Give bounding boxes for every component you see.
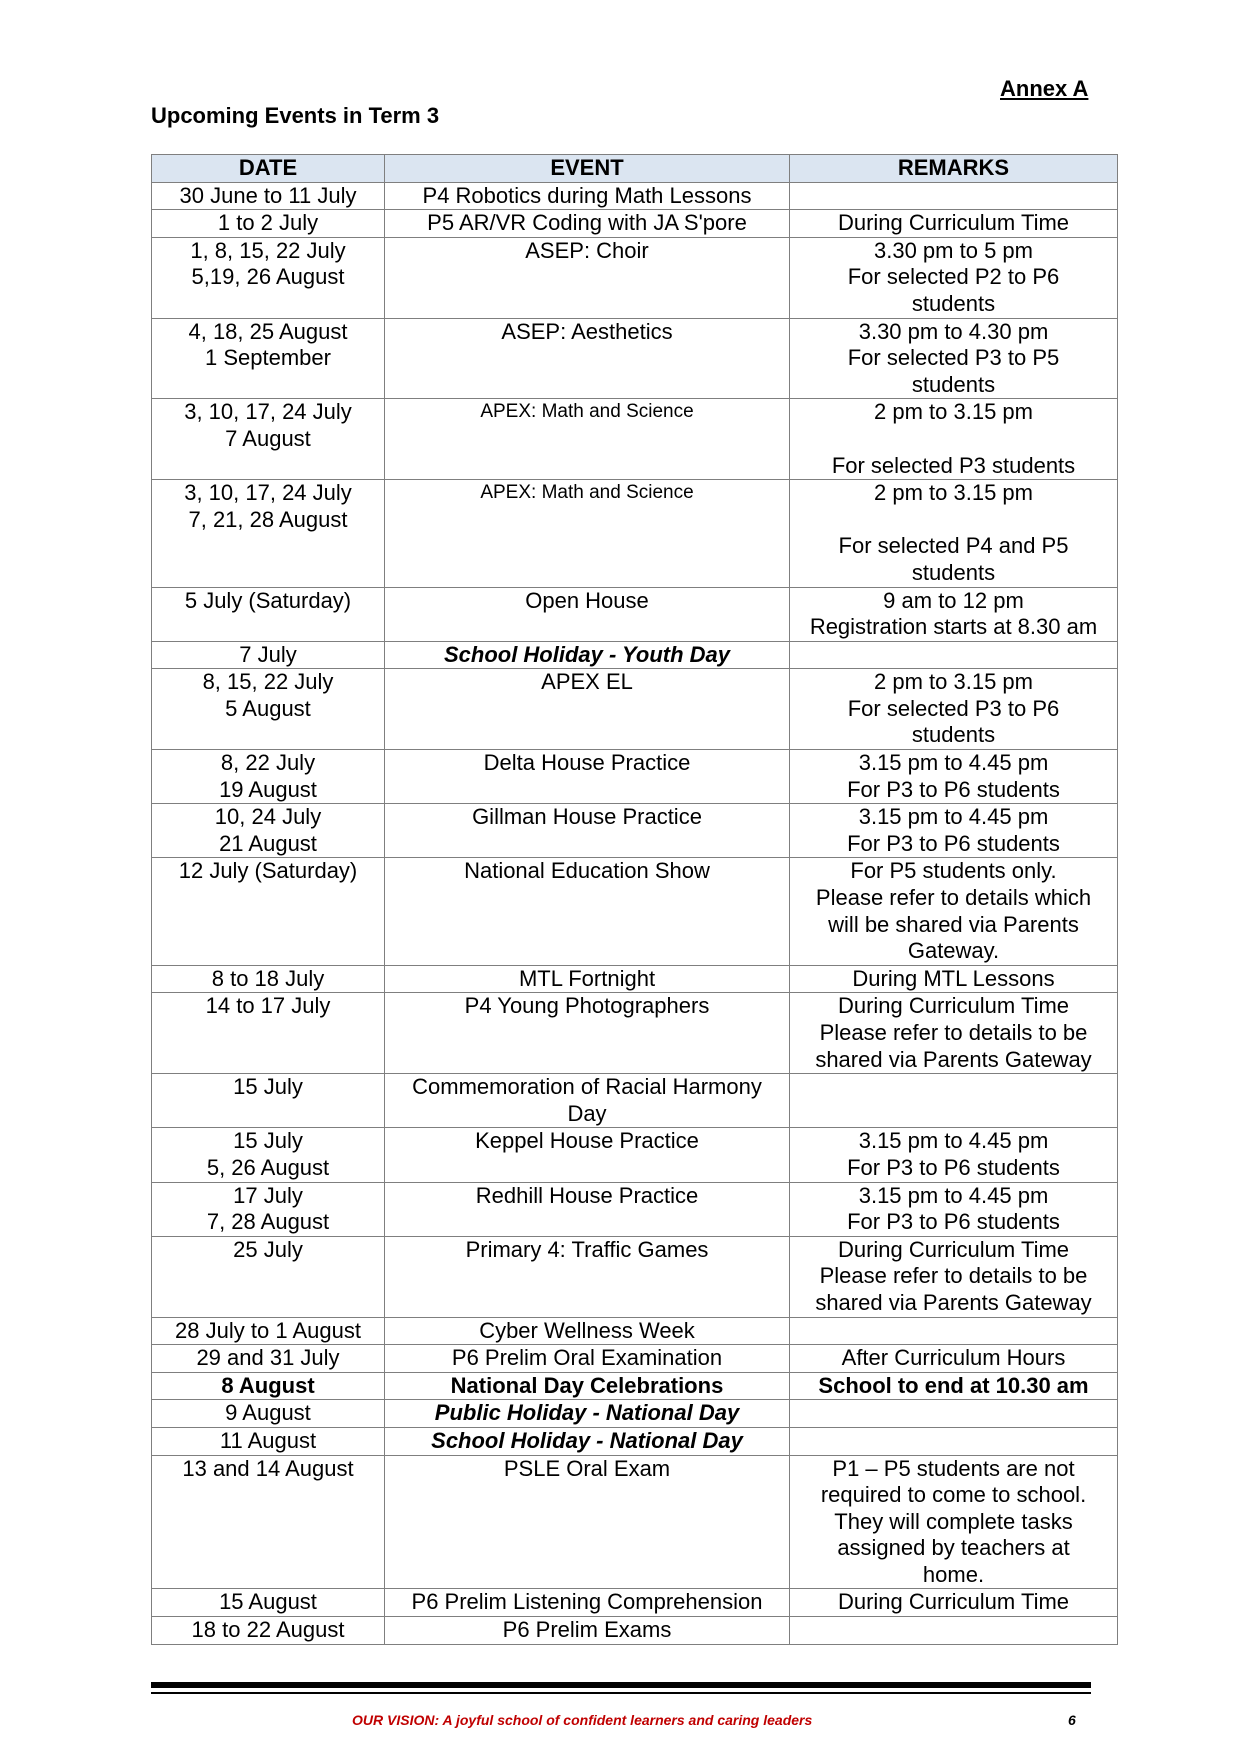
table-header-row	[152, 155, 1118, 183]
remarks-cell: 3.15 pm to 4.45 pm For P3 to P6 students	[790, 1182, 1118, 1236]
event-cell: Redhill House Practice	[385, 1182, 790, 1236]
remarks-cell: 2 pm to 3.15 pm For selected P3 to P6 students	[790, 669, 1118, 750]
event-cell: National Education Show	[385, 858, 790, 965]
table-row	[152, 804, 1118, 858]
remarks-cell	[790, 1427, 1118, 1455]
event-cell: ASEP: Choir	[385, 237, 790, 318]
vision-statement: OUR VISION: A joyful school of confident learners and caring leaders	[352, 1712, 813, 1728]
event-cell: P5 AR/VR Coding with JA S'pore	[385, 210, 790, 238]
date-cell: 8 August	[152, 1372, 385, 1400]
remarks-cell: 9 am to 12 pm Registration starts at 8.30 am	[790, 587, 1118, 641]
event-cell: ASEP: Aesthetics	[385, 318, 790, 399]
event-cell: APEX EL	[385, 669, 790, 750]
remarks-cell: 3.15 pm to 4.45 pm For P3 to P6 students	[790, 804, 1118, 858]
table-row	[152, 210, 1118, 238]
remarks-cell	[790, 1317, 1118, 1345]
table-row	[152, 1455, 1118, 1589]
remarks-cell: During Curriculum Time Please refer to details to be shared via Parents Gateway	[790, 993, 1118, 1074]
date-cell: 15 July 5, 26 August	[152, 1128, 385, 1182]
event-cell: School Holiday - Youth Day	[385, 641, 790, 669]
event-cell: P6 Prelim Oral Examination	[385, 1345, 790, 1373]
table-row	[152, 237, 1118, 318]
date-cell: 14 to 17 July	[152, 993, 385, 1074]
date-cell: 8, 15, 22 July 5 August	[152, 669, 385, 750]
event-cell: Delta House Practice	[385, 750, 790, 804]
remarks-cell: During Curriculum Time	[790, 210, 1118, 238]
remarks-cell: 2 pm to 3.15 pm For selected P4 and P5 students	[790, 480, 1118, 587]
date-cell: 18 to 22 August	[152, 1617, 385, 1645]
remarks-cell	[790, 182, 1118, 210]
remarks-cell: After Curriculum Hours	[790, 1345, 1118, 1373]
date-cell: 3, 10, 17, 24 July 7, 21, 28 August	[152, 480, 385, 587]
remarks-cell: P1 – P5 students are not required to come to school. They will complete tasks assigned by teachers at home.	[790, 1455, 1118, 1589]
header-event: EVENT	[385, 155, 790, 183]
event-cell: P4 Young Photographers	[385, 993, 790, 1074]
table-row	[152, 1182, 1118, 1236]
remarks-cell	[790, 1074, 1118, 1128]
date-cell: 4, 18, 25 August 1 September	[152, 318, 385, 399]
table-row	[152, 750, 1118, 804]
event-cell: Primary 4: Traffic Games	[385, 1236, 790, 1317]
date-cell: 29 and 31 July	[152, 1345, 385, 1373]
event-cell: Open House	[385, 587, 790, 641]
table-row	[152, 182, 1118, 210]
table-row	[152, 1400, 1118, 1428]
table-row	[152, 1372, 1118, 1400]
date-cell: 10, 24 July 21 August	[152, 804, 385, 858]
header-date: DATE	[152, 155, 385, 183]
remarks-cell: For P5 students only. Please refer to details which will be shared via Parents Gateway.	[790, 858, 1118, 965]
footer-divider	[151, 1682, 1091, 1688]
event-cell: MTL Fortnight	[385, 965, 790, 993]
date-cell: 5 July (Saturday)	[152, 587, 385, 641]
header-remarks: REMARKS	[790, 155, 1118, 183]
table-row	[152, 1345, 1118, 1373]
event-cell: PSLE Oral Exam	[385, 1455, 790, 1589]
event-cell: APEX: Math and Science	[385, 399, 790, 480]
event-cell: P6 Prelim Exams	[385, 1617, 790, 1645]
event-cell: Public Holiday - National Day	[385, 1400, 790, 1428]
remarks-cell: During Curriculum Time	[790, 1589, 1118, 1617]
table-row	[152, 1317, 1118, 1345]
date-cell: 8 to 18 July	[152, 965, 385, 993]
table-row	[152, 641, 1118, 669]
date-cell: 3, 10, 17, 24 July 7 August	[152, 399, 385, 480]
table-row	[152, 318, 1118, 399]
event-cell: Cyber Wellness Week	[385, 1317, 790, 1345]
page-number: 6	[1068, 1712, 1076, 1728]
table-row	[152, 1236, 1118, 1317]
event-cell: APEX: Math and Science	[385, 480, 790, 587]
remarks-cell	[790, 641, 1118, 669]
table-row	[152, 858, 1118, 965]
table-row	[152, 1074, 1118, 1128]
date-cell: 12 July (Saturday)	[152, 858, 385, 965]
table-row	[152, 1617, 1118, 1645]
table-row	[152, 1589, 1118, 1617]
table-row	[152, 480, 1118, 587]
remarks-cell: School to end at 10.30 am	[790, 1372, 1118, 1400]
remarks-cell	[790, 1400, 1118, 1428]
event-cell: Commemoration of Racial Harmony Day	[385, 1074, 790, 1128]
date-cell: 9 August	[152, 1400, 385, 1428]
table-row	[152, 965, 1118, 993]
remarks-cell: During MTL Lessons	[790, 965, 1118, 993]
event-cell: Gillman House Practice	[385, 804, 790, 858]
event-cell: Keppel House Practice	[385, 1128, 790, 1182]
remarks-cell: During Curriculum Time Please refer to details to be shared via Parents Gateway	[790, 1236, 1118, 1317]
table-row	[152, 669, 1118, 750]
event-cell: National Day Celebrations	[385, 1372, 790, 1400]
table-row	[152, 1427, 1118, 1455]
date-cell: 7 July	[152, 641, 385, 669]
remarks-cell	[790, 1617, 1118, 1645]
events-table	[151, 154, 1118, 1645]
date-cell: 30 June to 11 July	[152, 182, 385, 210]
remarks-cell: 3.30 pm to 4.30 pm For selected P3 to P5 students	[790, 318, 1118, 399]
event-cell: School Holiday - National Day	[385, 1427, 790, 1455]
date-cell: 17 July 7, 28 August	[152, 1182, 385, 1236]
remarks-cell: 2 pm to 3.15 pm For selected P3 students	[790, 399, 1118, 480]
date-cell: 28 July to 1 August	[152, 1317, 385, 1345]
table-row	[152, 399, 1118, 480]
event-cell: P4 Robotics during Math Lessons	[385, 182, 790, 210]
date-cell: 1 to 2 July	[152, 210, 385, 238]
page-title: Upcoming Events in Term 3	[151, 103, 440, 128]
table-row	[152, 993, 1118, 1074]
date-cell: 1, 8, 15, 22 July 5,19, 26 August	[152, 237, 385, 318]
date-cell: 8, 22 July 19 August	[152, 750, 385, 804]
date-cell: 13 and 14 August	[152, 1455, 385, 1589]
date-cell: 25 July	[152, 1236, 385, 1317]
remarks-cell: 3.15 pm to 4.45 pm For P3 to P6 students	[790, 1128, 1118, 1182]
table-row	[152, 1128, 1118, 1182]
remarks-cell: 3.15 pm to 4.45 pm For P3 to P6 students	[790, 750, 1118, 804]
table-row	[152, 587, 1118, 641]
date-cell: 15 August	[152, 1589, 385, 1617]
annex-label: Annex A	[1000, 76, 1089, 101]
event-cell: P6 Prelim Listening Comprehension	[385, 1589, 790, 1617]
date-cell: 15 July	[152, 1074, 385, 1128]
date-cell: 11 August	[152, 1427, 385, 1455]
footer-divider-thin	[151, 1692, 1091, 1694]
remarks-cell: 3.30 pm to 5 pm For selected P2 to P6 students	[790, 237, 1118, 318]
